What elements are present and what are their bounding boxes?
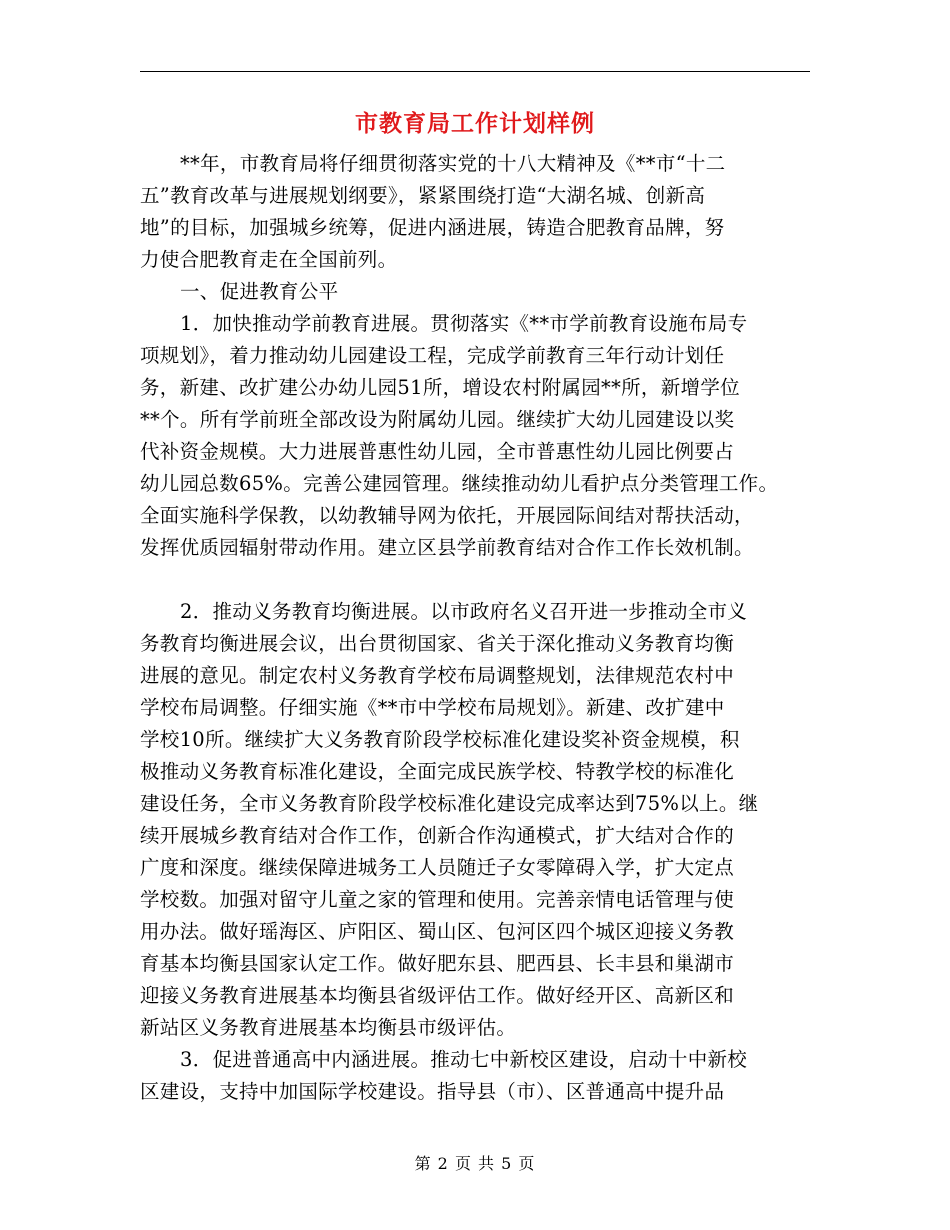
text-line: 地”的目标，加强城乡统筹，促进内涵进展，铸造合肥教育品牌，努 bbox=[140, 216, 725, 239]
text-line: 用办法。做好瑶海区、庐阳区、蜀山区、包河区四个城区迎接义务教 bbox=[140, 920, 735, 943]
text-line: 学校布局调整。仔细实施《**市中学校布局规划》。新建、改扩建中 bbox=[140, 696, 725, 719]
header-rule bbox=[140, 71, 810, 72]
text-line: 务，新建、改扩建公办幼儿园51所，增设农村附属园**所，新增学位 bbox=[140, 376, 740, 399]
text-line: 务教育均衡进展会议，出台贯彻国家、省关于深化推动义务教育均衡 bbox=[140, 632, 735, 655]
text-line: 区建设，支持中加国际学校建设。指导县（市）、区普通高中提升品 bbox=[140, 1080, 725, 1103]
text-line: **个。所有学前班全部改设为附属幼儿园。继续扩大幼儿园建设以奖 bbox=[140, 408, 735, 431]
text-line: 新站区义务教育进展基本均衡县市级评估。 bbox=[140, 1016, 517, 1039]
section-heading: 一、促进教育公平 bbox=[180, 280, 339, 303]
text-line: 1．加快推动学前教育进展。贯彻落实《**市学前教育设施布局专 bbox=[180, 312, 748, 335]
text-line: 发挥优质园辐射带动作用。建立区县学前教育结对合作工作长效机制。 bbox=[140, 536, 754, 559]
text-line: 续开展城乡教育结对合作工作，创新合作沟通模式，扩大结对合作的 bbox=[140, 824, 735, 847]
text-line: 建设任务，全市义务教育阶段学校标准化建设完成率达到75%以上。继 bbox=[140, 792, 759, 815]
text-line: 幼儿园总数65%。完善公建园管理。继续推动幼儿看护点分类管理工作。 bbox=[140, 472, 779, 495]
text-line: 3．促进普通高中内涵进展。推动七中新校区建设，启动十中新校 bbox=[180, 1048, 748, 1071]
document-title: 市教育局工作计划样例 bbox=[355, 110, 595, 137]
text-line: 2．推动义务教育均衡进展。以市政府名义召开进一步推动全市义 bbox=[180, 600, 748, 623]
text-line: 广度和深度。继续保障进城务工人员随迁子女零障碍入学，扩大定点 bbox=[140, 856, 735, 879]
text-line: 代补资金规模。大力进展普惠性幼儿园，全市普惠性幼儿园比例要占 bbox=[140, 440, 735, 463]
text-line: 学校10所。继续扩大义务教育阶段学校标准化建设奖补资金规模，积 bbox=[140, 728, 740, 751]
text-line: 进展的意见。制定农村义务教育学校布局调整规划，法律规范农村中 bbox=[140, 664, 735, 687]
text-line: 学校数。加强对留守儿童之家的管理和使用。完善亲情电话管理与使 bbox=[140, 888, 735, 911]
text-line: 力使合肥教育走在全国前列。 bbox=[140, 248, 398, 271]
blank-line bbox=[140, 564, 820, 596]
text-line: 项规划》，着力推动幼儿园建设工程，完成学前教育三年行动计划任 bbox=[140, 344, 725, 367]
text-line: 五”教育改革与进展规划纲要》，紧紧围绕打造“大湖名城、创新高 bbox=[140, 184, 706, 207]
page-number: 第 2 页 共 5 页 bbox=[414, 1154, 536, 1173]
text-line: 育基本均衡县国家认定工作。做好肥东县、肥西县、长丰县和巢湖市 bbox=[140, 952, 735, 975]
text-line: 极推动义务教育标准化建设，全面完成民族学校、特教学校的标准化 bbox=[140, 760, 735, 783]
document-body bbox=[140, 148, 820, 1108]
text-line: 迎接义务教育进展基本均衡县省级评估工作。做好经开区、高新区和 bbox=[140, 984, 735, 1007]
text-line: **年，市教育局将仔细贯彻落实党的十八大精神及《**市“十二 bbox=[180, 152, 726, 175]
text-line: 全面实施科学保教，以幼教辅导网为依托，开展园际间结对帮扶活动， bbox=[140, 504, 754, 527]
